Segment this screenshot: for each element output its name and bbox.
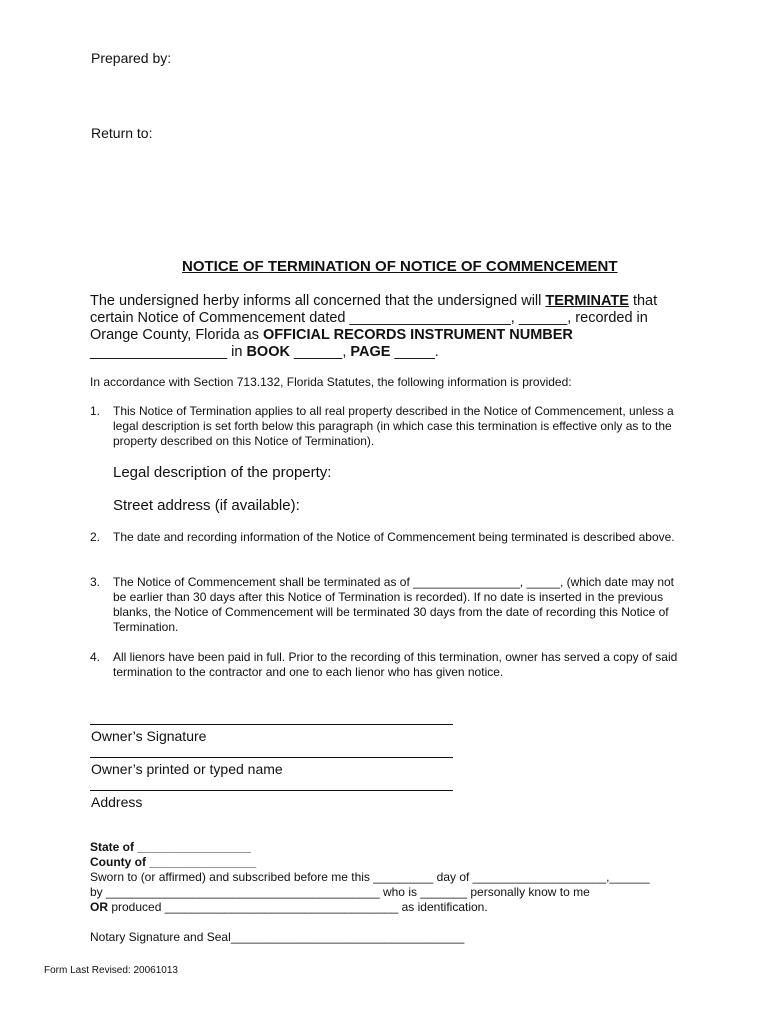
street-address-label: Street address (if available): [113, 497, 300, 514]
produced-line [90, 900, 488, 915]
address-line[interactable] [90, 790, 453, 791]
item-number-2: 2. [90, 530, 101, 544]
official-records-label: OFFICIAL RECORDS INSTRUMENT NUMBER [263, 327, 573, 343]
county-label: County of [90, 855, 146, 869]
book-label: BOOK [246, 344, 290, 360]
statute-line: In accordance with Section 713.132, Florida Statutes, the following information is provided: [90, 375, 572, 389]
owner-name-line[interactable] [90, 757, 453, 758]
item-text-2: The date and recording information of the Notice of Commencement being terminated is described above. [113, 530, 675, 544]
legal-description-label: Legal description of the property: [113, 464, 332, 481]
intro-text-1: The undersigned herby informs all concerned that the undersigned will [90, 293, 546, 309]
intro-text-2: that certain Notice of Commencement dated ____________________, ______, recorded in Orange County, Florida as [90, 293, 658, 343]
notary-signature-line: Notary Signature and Seal___________________________________ [90, 930, 465, 944]
state-line [90, 840, 251, 855]
intro-paragraph [90, 293, 690, 361]
sworn-line: Sworn to (or affirmed) and subscribed before me this _________ day of ____________________,______ [90, 870, 650, 884]
state-blank[interactable]: _________________ [134, 840, 251, 854]
intro-text-4: ______, [289, 344, 351, 360]
county-blank[interactable]: ________________ [146, 855, 257, 869]
form-revision-footer: Form Last Revised: 20061013 [44, 965, 178, 976]
item-number-4: 4. [90, 650, 101, 664]
item-text-1: This Notice of Termination applies to all real property described in the Notice of Commencement, unless a legal description is set forth below this paragraph (in which case this termination is effective only as to the property described on this Notice of Termination). [113, 404, 674, 448]
item-text-4: All lienors have been paid in full. Prior to the recording of this termination, owner has served a copy of said termination to the contractor and one to each lienor who has given notice. [113, 650, 678, 679]
owner-signature-label: Owner’s Signature [91, 728, 207, 744]
item-text-3: The Notice of Commencement shall be terminated as of ________________, _____, (which date may not be earlier than 30 days after this Notice of Termination is recorded). If no date is inserted in the previous blanks, the Notice of Commencement will be terminated 30 days from the date of recording this Notice of Termination. [113, 575, 675, 634]
document-title: NOTICE OF TERMINATION OF NOTICE OF COMMENCEMENT [182, 258, 618, 275]
intro-text-3: _________________ in [90, 344, 247, 360]
page-label: PAGE [350, 344, 391, 360]
state-label: State of [90, 840, 135, 854]
produced-text: produced ___________________________________ as identification. [108, 900, 488, 914]
by-line: by _________________________________________ who is _______ personally know to me [90, 885, 590, 899]
prepared-by-label: Prepared by: [91, 50, 172, 66]
county-line [90, 855, 256, 870]
terminate-word: TERMINATE [545, 293, 629, 309]
return-to-label: Return to: [91, 125, 153, 141]
item-number-3: 3. [90, 575, 101, 589]
owner-signature-line[interactable] [90, 724, 453, 725]
item-number-1: 1. [90, 404, 101, 418]
owner-name-label: Owner’s printed or typed name [91, 761, 283, 777]
or-label: OR [90, 900, 108, 914]
address-label: Address [91, 794, 143, 810]
intro-text-5: _____. [390, 344, 439, 360]
